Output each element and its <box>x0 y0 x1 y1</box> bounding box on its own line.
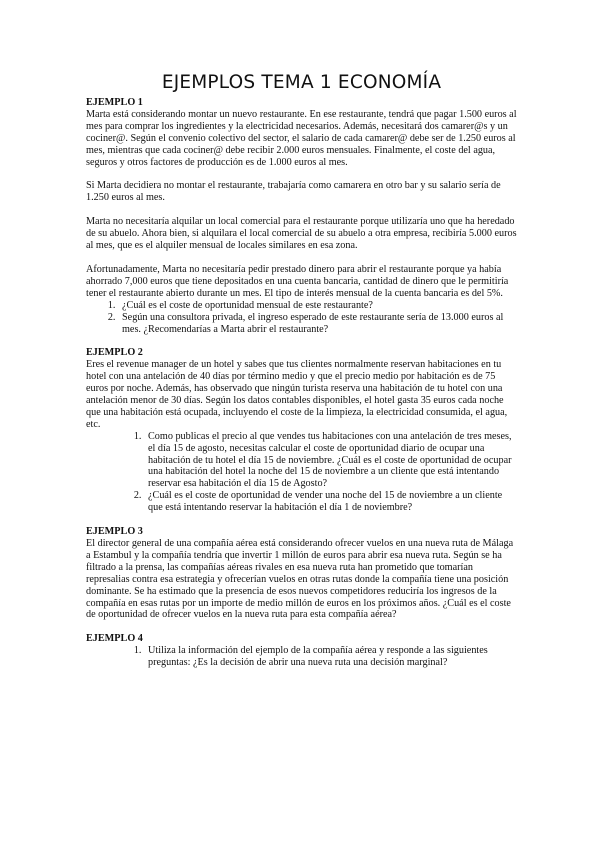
question-item: 1. Como publicas el precio al que vendes tus habitaciones con una antelación de tres meses, el día 15 de agosto, necesitas calcular el coste de oportunidad diario de ocupar una habitación de tu hotel el día 15 de noviembre. ¿Cuál es el coste de oportunidad de ocupar una habitación del hotel la noche del 15 de noviembre a un cliente que está intentando reservar esa habitación el día 15 de Agosto? <box>144 431 517 491</box>
paragraph: Marta no necesitaría alquilar un local comercial para el restaurante porque utilizaría uno que ha heredado de su abuelo. Ahora bien, si alquilara el local comercial de su abuelo a otra empresa, recibiría 5.000 euros al mes, que es el alquiler mensual de locales similares en esa zona. <box>86 216 517 252</box>
paragraph: Eres el revenue manager de un hotel y sabes que tus clientes normalmente reservan habitaciones en tu hotel con una antelación de 40 días por término medio y que el precio medio por habitación es de 75 euros por noche. Además, has observado que ningún turista reserva una habitación de tu hotel con una antelación menor de 30 días. Según los datos contables disponibles, el hotel gasta 35 euros cada noche que una habitación está ocupada, incluyendo el coste de la limpieza, la electricidad consumida, el agua, etc. <box>86 359 508 430</box>
example-1 <box>86 97 517 335</box>
example-3 <box>86 526 517 621</box>
example-2 <box>86 347 517 514</box>
example-heading: EJEMPLO 3 <box>86 526 143 538</box>
example-heading: EJEMPLO 1 <box>86 97 143 108</box>
question-list <box>86 300 517 336</box>
example-4 <box>86 633 517 669</box>
question-item: 2. Según una consultora privada, el ingreso esperado de este restaurante sería de 13.000 euros al mes. ¿Recomendarías a Marta abrir el restaurante? <box>118 312 517 336</box>
question-item: 1. ¿Cuál es el coste de oportunidad mensual de este restaurante? <box>118 300 517 312</box>
question-list <box>86 645 517 669</box>
example-heading: EJEMPLO 4 <box>86 633 143 645</box>
question-list <box>86 431 517 514</box>
paragraph: Afortunadamente, Marta no necesitaría pedir prestado dinero para abrir el restaurante porque ya había ahorrado 7,000 euros que tiene depositados en una cuenta bancaria, cantidad de dinero que le permitiría tener el restaurante abierto durante un mes. El tipo de interés mensual de la cuenta bancaria es del 5%. <box>86 263 509 299</box>
example-heading: EJEMPLO 2 <box>86 347 143 359</box>
document-title: EJEMPLOS TEMA 1 ECONOMÍA <box>161 72 442 93</box>
paragraph: Si Marta decidiera no montar el restaurante, trabajaría como camarera en otro bar y su salario sería de 1.250 euros al mes. <box>86 180 501 204</box>
question-item: 1. Utiliza la información del ejemplo de la compañía aérea y responde a las siguientes preguntas: ¿Es la decisión de abrir una nueva ruta una decisión marginal? <box>144 645 517 669</box>
paragraph: El director general de una compañía aérea está considerando ofrecer vuelos en una nueva ruta de Málaga a Estambul y la compañía tendría que invertir 1 millón de euros para abrir esa nueva ruta. Según se ha filtrado a la prensa, las compañías aéreas rivales en esa nueva ruta han prometido que tomarían represalias contra esa estrategia y ofrecerían vuelos en otras rutas donde la compañía tiene una posición dominante. Se ha estimado que la presencia de esos nuevos competidores reduciría los ingresos de la compañía en esas rutas por un importe de medio millón de euros en los próximos años. ¿Cuál es el coste de oportunidad de ofrecer vuelos en la nueva ruta para esta compañía aérea? <box>86 538 514 621</box>
question-item: 2. ¿Cuál es el coste de oportunidad de vender una noche del 15 de noviembre a un cliente que está intentando reservar la habitación el día 1 de noviembre? <box>144 490 517 514</box>
paragraph: Marta está considerando montar un nuevo restaurante. En ese restaurante, tendrá que pagar 1.500 euros al mes para comprar los ingredientes y la electricidad necesarios. Además, necesitará dos camarer@s y un cociner@. Según el convenio colectivo del sector, el salario de cada camarer@ debe ser de 1.250 euros al mes, mientras que cada cociner@ debe recibir 2.000 euros mensuales. Finalmente, el coste del agua, seguros y otros factores de producción es de 1.000 euros al mes. <box>86 108 517 168</box>
